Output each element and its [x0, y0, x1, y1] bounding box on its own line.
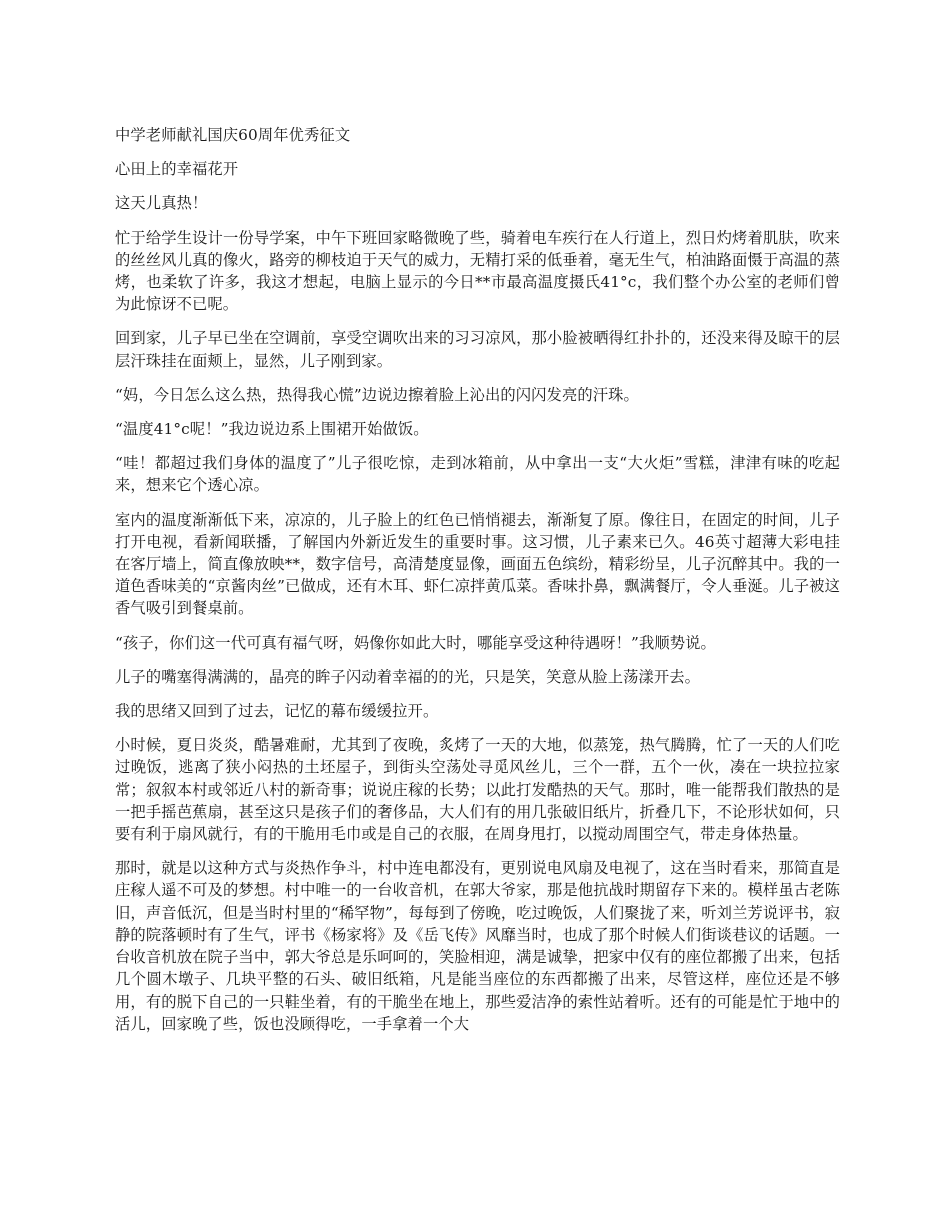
- document-body: [115, 124, 840, 1047]
- paragraph: 儿子的嘴塞得满满的，晶亮的眸子闪动着幸福的的光，只是笑，笑意从脸上荡漾开去。: [115, 667, 701, 686]
- essay-title: 心田上的幸福花开: [115, 160, 239, 179]
- paragraph: “妈，今日怎么这么热，热得我心慌”边说边擦着脸上沁出的闪闪发亮的汗珠。: [115, 385, 639, 404]
- paragraph: 回到家，儿子早已坐在空调前，享受空调吹出来的习习凉风，那小脸被晒得红扑扑的，还没来得及晾干的层层汗珠挂在面颊上，显然，儿子刚到家。: [115, 329, 840, 370]
- paragraph: 室内的温度渐渐低下来，凉凉的，儿子脸上的红色已悄悄褪去，渐渐复了原。像往日，在固定的时间，儿子打开电视，看新闻联播，了解国内外新近发生的重要时事。这习惯，儿子素来已久。46英寸超薄大彩电挂在客厅墙上，简直像放映**，数字信号，高清楚度显像，画面五色缤纷，精彩纷呈，儿子沉醉其中。我的一道色香味美的“京酱肉丝”已做成，还有木耳、虾仁凉拌黄瓜菜。香味扑鼻，飘满餐厅，令人垂涎。儿子被这香气吸引到餐桌前。: [115, 510, 840, 618]
- paragraph: 忙于给学生设计一份导学案，中午下班回家略微晚了些，骑着电车疾行在人行道上，烈日灼烤着肌肤，吹来的丝丝风儿真的像火，路旁的柳枝迫于天气的威力，无精打采的低垂着，毫无生气，柏油路面慑于高温的蒸烤，也柔软了许多，我这才想起，电脑上显示的今日**市最高温度摄氏41°c，我们整个办公室的老师们曾为此惊讶不已呢。: [115, 228, 840, 314]
- paragraph: “孩子，你们这一代可真有福气呀，妈像你如此大时，哪能享受这种待遇呀！”我顺势说。: [115, 633, 716, 652]
- paragraph: 小时候，夏日炎炎，酷暑难耐，尤其到了夜晚，炙烤了一天的大地，似蒸笼，热气腾腾，忙了一天的人们吃过晚饭，逃离了狭小闷热的土坯屋子，到街头空荡处寻觅风丝儿，三个一群，五个一伙，凑在一块拉拉家常；叙叙本村或邻近八村的新奇事；说说庄稼的长势；以此打发酷热的天气。那时，唯一能帮我们散热的是一把手摇芭蕉扇，甚至这只是孩子们的奢侈品，大人们有的用几张破旧纸片，折叠几下，不论形状如何，只要有利于扇风就行，有的干脆用毛巾或是自己的衣服，在周身甩打，以搅动周围空气，带走身体热量。: [115, 736, 840, 844]
- essay-heading: 中学老师献礼国庆60周年优秀征文: [115, 126, 351, 144]
- paragraph: 那时，就是以这种方式与炎热作争斗，村中连电都没有，更别说电风扇及电视了，这在当时看来，那简直是庄稼人遥不可及的梦想。村中唯一的一台收音机，在郭大爷家，那是他抗战时期留存下来的。模样虽古老陈旧，声音低沉，但是当时村里的“稀罕物”，每每到了傍晚，吃过晚饭，人们聚拢了来，听刘兰芳说评书，寂静的院落顿时有了生气，评书《杨家将》及《岳飞传》风靡当时，也成了那个时候人们街谈巷议的话题。一台收音机放在院子当中，郭大爷总是乐呵呵的，笑脸相迎，满是诚挚，把家中仅有的座位都搬了出来，包括几个圆木墩子、几块平整的石头、破旧纸箱，凡是能当座位的东西都搬了出来，尽管这样，座位还是不够用，有的脱下自己的一只鞋坐着，有的干脆坐在地上，那些爱洁净的索性站着听。还有的可能是忙于地中的活儿，回家晚了些，饭也没顾得吃，一手拿着一个大: [115, 859, 840, 1033]
- paragraph: 这天儿真热！: [115, 194, 208, 213]
- paragraph: 我的思绪又回到了过去，记忆的幕布缓缓拉开。: [115, 702, 439, 721]
- paragraph: “温度41°c呢！”我边说边系上围裙开始做饭。: [115, 420, 429, 439]
- paragraph: “哇！都超过我们身体的温度了”儿子很吃惊，走到冰箱前，从中拿出一支“大火炬”雪糕，津津有味的吃起来，想来它个透心凉。: [115, 454, 840, 495]
